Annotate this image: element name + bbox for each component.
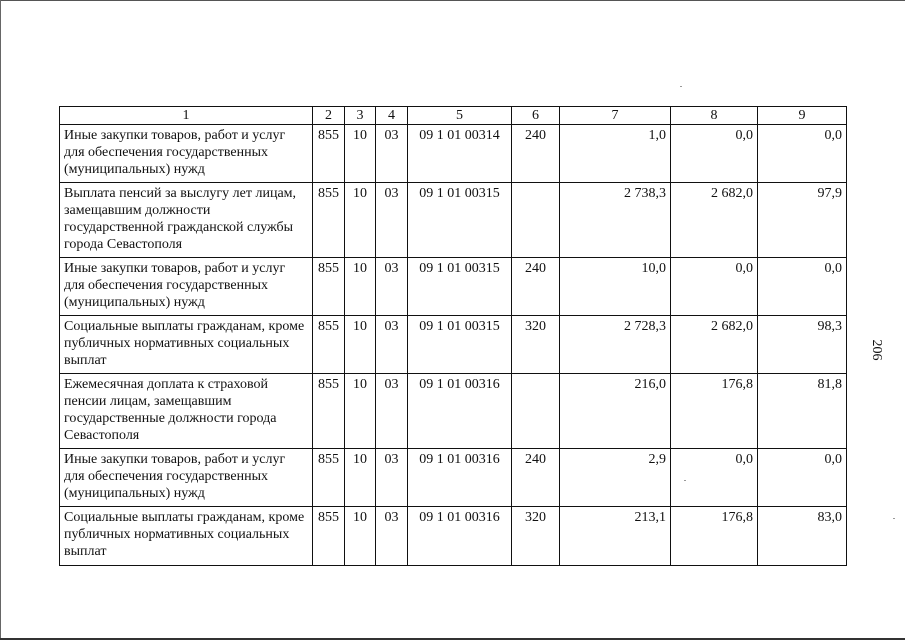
execution-percent: 0,0 <box>758 258 847 316</box>
planned-amount: 1,0 <box>560 125 671 183</box>
header-cell: 6 <box>512 107 560 125</box>
executed-amount: 176,8 <box>671 507 758 566</box>
planned-amount: 2,9 <box>560 449 671 507</box>
target-article-code: 09 1 01 00315 <box>408 258 512 316</box>
target-article-code: 09 1 01 00315 <box>408 316 512 374</box>
target-article-code: 09 1 01 00314 <box>408 125 512 183</box>
table-row <box>60 449 847 507</box>
subsection-code: 03 <box>376 507 408 566</box>
subsection-code: 03 <box>376 374 408 449</box>
table-row <box>60 258 847 316</box>
item-name: Иные закупки товаров, работ и услуг для обеспечения государственных (муниципальных) нужд <box>60 449 313 507</box>
table-row <box>60 507 847 566</box>
ministry-code: 855 <box>313 316 345 374</box>
execution-percent: 98,3 <box>758 316 847 374</box>
section-code: 10 <box>345 183 376 258</box>
header-cell: 5 <box>408 107 512 125</box>
expense-type-code: 240 <box>512 125 560 183</box>
ministry-code: 855 <box>313 374 345 449</box>
table-row <box>60 183 847 258</box>
subsection-code: 03 <box>376 183 408 258</box>
section-code: 10 <box>345 507 376 566</box>
section-code: 10 <box>345 449 376 507</box>
expense-type-code: 240 <box>512 258 560 316</box>
executed-amount: 0,0 <box>671 125 758 183</box>
item-name: Ежемесячная доплата к страховой пенсии лицам, замещавшим государственные должности города Севастополя <box>60 374 313 449</box>
subsection-code: 03 <box>376 125 408 183</box>
target-article-code: 09 1 01 00315 <box>408 183 512 258</box>
header-cell: 8 <box>671 107 758 125</box>
execution-percent: 0,0 <box>758 125 847 183</box>
planned-amount: 2 728,3 <box>560 316 671 374</box>
section-code: 10 <box>345 125 376 183</box>
header-cell: 4 <box>376 107 408 125</box>
header-cell: 7 <box>560 107 671 125</box>
target-article-code: 09 1 01 00316 <box>408 374 512 449</box>
item-name: Социальные выплаты гражданам, кроме публичных нормативных социальных выплат <box>60 507 313 566</box>
header-cell: 2 <box>313 107 345 125</box>
executed-amount: 0,0 <box>671 258 758 316</box>
ministry-code: 855 <box>313 507 345 566</box>
section-code: 10 <box>345 374 376 449</box>
item-name: Иные закупки товаров, работ и услуг для обеспечения государственных (муниципальных) нужд <box>60 258 313 316</box>
item-name: Социальные выплаты гражданам, кроме публичных нормативных социальных выплат <box>60 316 313 374</box>
subsection-code: 03 <box>376 316 408 374</box>
target-article-code: 09 1 01 00316 <box>408 449 512 507</box>
header-cell: 1 <box>60 107 313 125</box>
scan-speck <box>893 518 895 519</box>
ministry-code: 855 <box>313 449 345 507</box>
execution-percent: 0,0 <box>758 449 847 507</box>
item-name: Выплата пенсий за выслугу лет лицам, замещавшим должности государственной гражданской службы города Севастополя <box>60 183 313 258</box>
page-edge-top <box>0 0 905 1</box>
header-cell: 9 <box>758 107 847 125</box>
expense-type-code <box>512 183 560 258</box>
executed-amount: 176,8 <box>671 374 758 449</box>
executed-amount: 2 682,0 <box>671 316 758 374</box>
subsection-code: 03 <box>376 449 408 507</box>
execution-percent: 97,9 <box>758 183 847 258</box>
scan-speck <box>680 86 682 87</box>
table-row <box>60 125 847 183</box>
section-code: 10 <box>345 316 376 374</box>
table-row <box>60 316 847 374</box>
item-name: Иные закупки товаров, работ и услуг для обеспечения государственных (муниципальных) нужд <box>60 125 313 183</box>
subsection-code: 03 <box>376 258 408 316</box>
executed-amount: 2 682,0 <box>671 183 758 258</box>
budget-table <box>59 106 847 566</box>
target-article-code: 09 1 01 00316 <box>408 507 512 566</box>
header-cell: 3 <box>345 107 376 125</box>
table-row <box>60 374 847 449</box>
executed-amount: 0,0 <box>671 449 758 507</box>
expense-type-code: 320 <box>512 507 560 566</box>
planned-amount: 216,0 <box>560 374 671 449</box>
expense-type-code <box>512 374 560 449</box>
page-number: 206 <box>869 339 884 361</box>
section-code: 10 <box>345 258 376 316</box>
expense-type-code: 320 <box>512 316 560 374</box>
execution-percent: 81,8 <box>758 374 847 449</box>
ministry-code: 855 <box>313 125 345 183</box>
planned-amount: 10,0 <box>560 258 671 316</box>
expense-type-code: 240 <box>512 449 560 507</box>
ministry-code: 855 <box>313 258 345 316</box>
planned-amount: 213,1 <box>560 507 671 566</box>
execution-percent: 83,0 <box>758 507 847 566</box>
ministry-code: 855 <box>313 183 345 258</box>
page-edge-left <box>0 0 1 640</box>
table-header-row <box>60 107 847 125</box>
planned-amount: 2 738,3 <box>560 183 671 258</box>
